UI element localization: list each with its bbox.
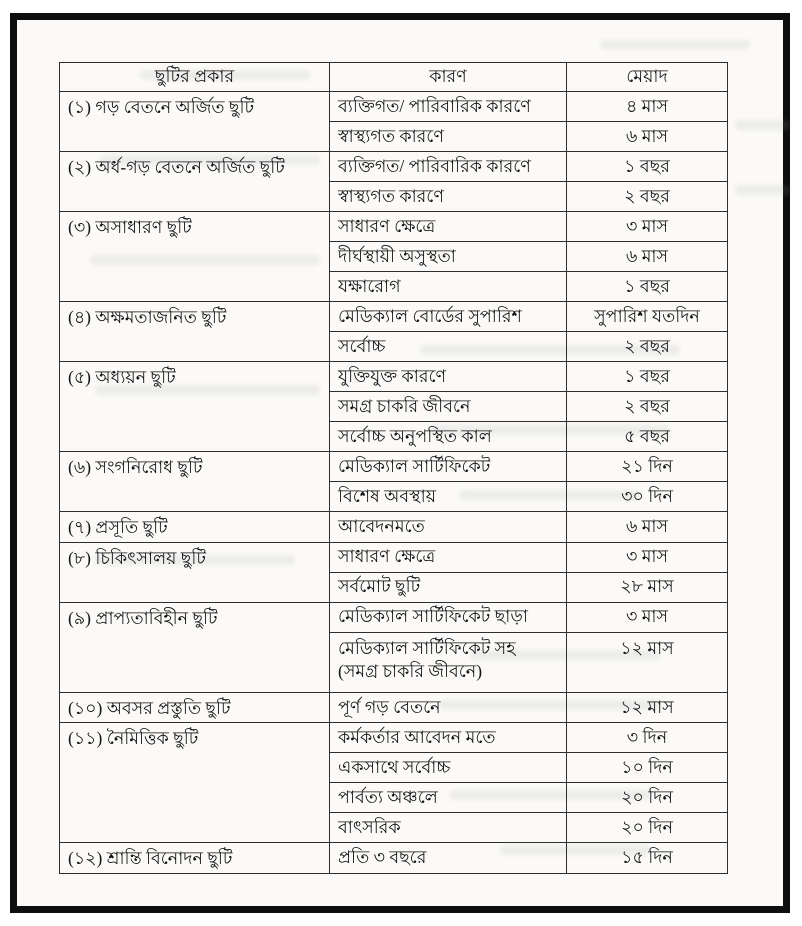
reason-cell: সাধারণ ক্ষেত্রে bbox=[330, 542, 567, 572]
reason-cell: বাৎসরিক bbox=[330, 813, 567, 843]
reason-cell: ব্যক্তিগত/ পারিবারিক কারণে bbox=[330, 152, 567, 182]
reason-cell: পার্বত্য অঞ্চলে bbox=[330, 783, 567, 813]
table-row bbox=[60, 602, 728, 632]
reason-cell: স্বাস্থ্যগত কারণে bbox=[330, 182, 567, 212]
reason-cell: পূর্ণ গড় বেতনে bbox=[330, 692, 567, 723]
duration-cell: ৩ মাস bbox=[567, 542, 728, 572]
leave-type-cell: (৪) অক্ষমতাজনিত ছুটি bbox=[60, 302, 330, 362]
duration-cell: ৫ বছর bbox=[567, 422, 728, 452]
reason-cell: সাধারণ ক্ষেত্রে bbox=[330, 212, 567, 242]
leave-type-cell: (২) অর্ধ-গড় বেতনে অর্জিত ছুটি bbox=[60, 152, 330, 212]
duration-cell: ২ বছর bbox=[567, 332, 728, 362]
reason-cell: সর্বোচ্চ অনুপস্থিত কাল bbox=[330, 422, 567, 452]
table-row bbox=[60, 302, 728, 332]
leave-type-cell: (৯) প্রাপ্যতাবিহীন ছুটি bbox=[60, 602, 330, 692]
duration-cell: ৩০ দিন bbox=[567, 482, 728, 512]
table-row bbox=[60, 212, 728, 242]
reason-cell: ব্যক্তিগত/ পারিবারিক কারণে bbox=[330, 92, 567, 122]
leave-type-cell: (১০) অবসর প্রস্তুতি ছুটি bbox=[60, 692, 330, 723]
reason-cell: যক্ষারোগ bbox=[330, 272, 567, 302]
table-row bbox=[60, 512, 728, 543]
duration-cell: ১২ মাস bbox=[567, 692, 728, 723]
leave-type-cell: (৩) অসাধারণ ছুটি bbox=[60, 212, 330, 302]
duration-cell: ৩ দিন bbox=[567, 723, 728, 753]
leave-type-cell: (১) গড় বেতনে অর্জিত ছুটি bbox=[60, 92, 330, 152]
reason-cell: বিশেষ অবস্থায় bbox=[330, 482, 567, 512]
table-row bbox=[60, 723, 728, 753]
duration-cell: ১ বছর bbox=[567, 362, 728, 392]
reason-cell: সর্বমোট ছুটি bbox=[330, 572, 567, 602]
reason-cell: সর্বোচ্চ bbox=[330, 332, 567, 362]
leave-type-cell: (৭) প্রসূতি ছুটি bbox=[60, 512, 330, 543]
leave-type-cell: (৮) চিকিৎসালয় ছুটি bbox=[60, 542, 330, 602]
leave-type-cell: (১২) শ্রান্তি বিনোদন ছুটি bbox=[60, 843, 330, 874]
duration-cell: ৩ মাস bbox=[567, 212, 728, 242]
duration-cell: ২০ দিন bbox=[567, 783, 728, 813]
duration-cell: ২ বছর bbox=[567, 392, 728, 422]
duration-cell: ৩ মাস bbox=[567, 602, 728, 632]
table-row bbox=[60, 362, 728, 392]
duration-cell: ৬ মাস bbox=[567, 512, 728, 543]
duration-cell: ১০ দিন bbox=[567, 753, 728, 783]
table-row bbox=[60, 452, 728, 482]
leave-type-cell: (১১) নৈমিত্তিক ছুটি bbox=[60, 723, 330, 843]
reason-cell: কর্মকর্তার আবেদন মতে bbox=[330, 723, 567, 753]
column-header-leave-type: ছুটির প্রকার bbox=[60, 63, 330, 92]
duration-cell: ১ বছর bbox=[567, 272, 728, 302]
duration-cell: ২ বছর bbox=[567, 182, 728, 212]
reason-cell: মেডিক্যাল সার্টিফিকেট bbox=[330, 452, 567, 482]
duration-cell: ১৫ দিন bbox=[567, 843, 728, 874]
duration-cell: ৬ মাস bbox=[567, 242, 728, 272]
leave-type-cell: (৬) সংগনিরোধ ছুটি bbox=[60, 452, 330, 512]
reason-cell: সমগ্র চাকরি জীবনে bbox=[330, 392, 567, 422]
column-header-reason: কারণ bbox=[330, 63, 567, 92]
header-row bbox=[60, 63, 728, 92]
reason-cell: প্রতি ৩ বছরে bbox=[330, 843, 567, 874]
table-row bbox=[60, 152, 728, 182]
duration-cell: ২৮ মাস bbox=[567, 572, 728, 602]
reason-cell: মেডিক্যাল বোর্ডের সুপারিশ bbox=[330, 302, 567, 332]
reason-cell: মেডিক্যাল সার্টিফিকেট ছাড়া bbox=[330, 602, 567, 632]
reason-cell: একসাথে সর্বোচ্চ bbox=[330, 753, 567, 783]
table-row bbox=[60, 692, 728, 723]
reason-cell: দীর্ঘস্থায়ী অসুস্থতা bbox=[330, 242, 567, 272]
duration-cell: ১ বছর bbox=[567, 152, 728, 182]
duration-cell: ২১ দিন bbox=[567, 452, 728, 482]
leave-type-cell: (৫) অধ্যয়ন ছুটি bbox=[60, 362, 330, 452]
leave-rules-table bbox=[59, 62, 728, 874]
table-row bbox=[60, 843, 728, 874]
reason-cell: মেডিক্যাল সার্টিফিকেট সহ (সমগ্র চাকরি জীবনে) bbox=[330, 632, 567, 692]
duration-cell: ২০ দিন bbox=[567, 813, 728, 843]
column-header-duration: মেয়াদ bbox=[567, 63, 728, 92]
duration-cell: ৪ মাস bbox=[567, 92, 728, 122]
duration-cell: ৬ মাস bbox=[567, 122, 728, 152]
reason-cell: যুক্তিযুক্ত কারণে bbox=[330, 362, 567, 392]
table-row bbox=[60, 542, 728, 572]
reason-cell: স্বাস্থ্যগত কারণে bbox=[330, 122, 567, 152]
reason-cell: আবেদনমতে bbox=[330, 512, 567, 543]
table-row bbox=[60, 92, 728, 122]
duration-cell: ১২ মাস bbox=[567, 632, 728, 692]
duration-cell: সুপারিশ যতদিন bbox=[567, 302, 728, 332]
